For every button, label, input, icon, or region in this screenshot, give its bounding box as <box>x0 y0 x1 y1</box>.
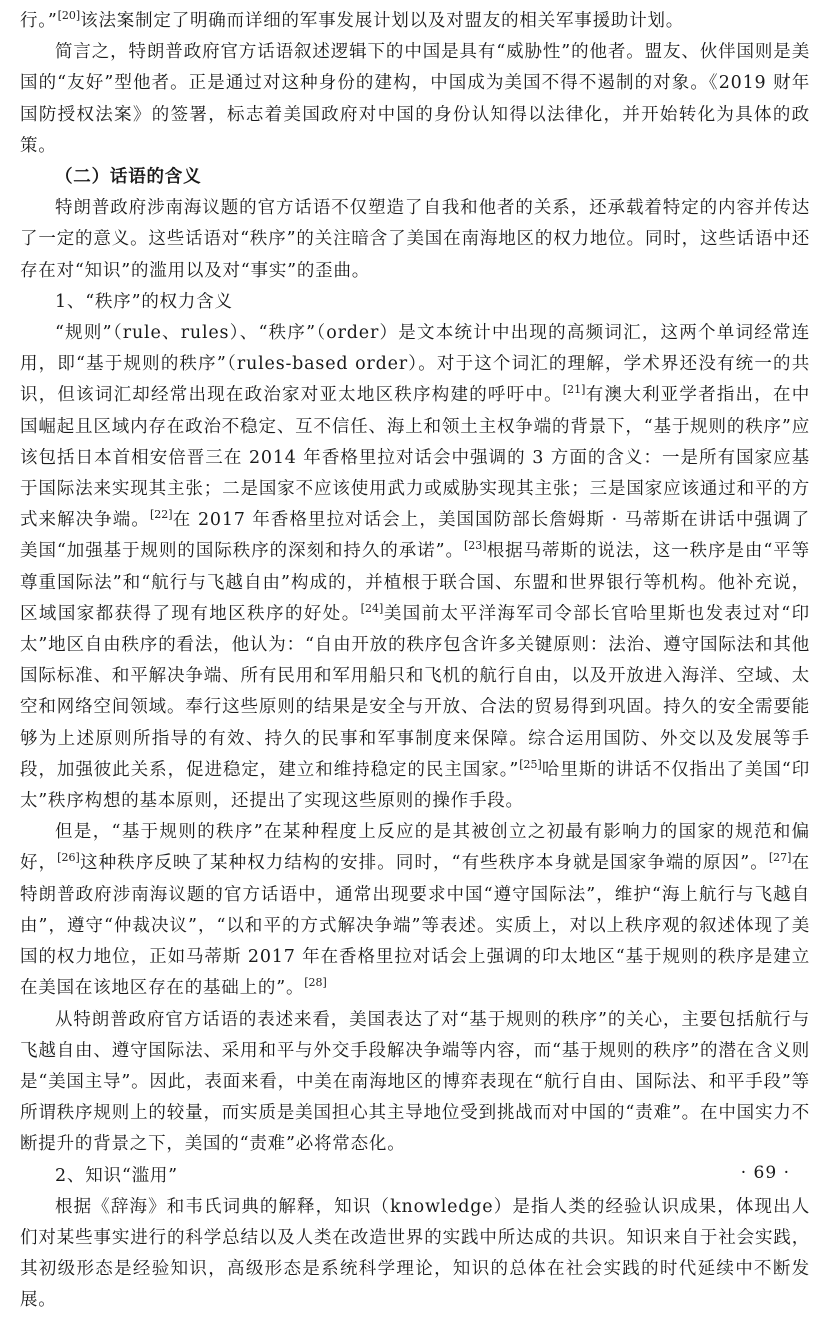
text-run: 根据马蒂斯的说法，这一秩序是由“平等尊重国际法”和“航行与飞越自由”构成的，并植根于联合国、东盟和世界银行等机构。他补充说，区域国家都获得了现有地区秩序的好处。 <box>20 541 810 624</box>
text-run: 但是，“基于规则的秩序”在某种程度上反应的是其被创立之初最有影响力的国家的规范和偏好， <box>20 822 810 874</box>
section-heading <box>20 162 810 193</box>
page-number: · 69 · <box>740 1163 790 1183</box>
text-run: 从特朗普政府官方话语的表述来看，美国表达了对“基于规则的秩序”的关心，主要包括航行与飞越自由、遵守国际法、采用和平与外交手段解决争端等内容，而“基于规则的秩序”的潜在含义则是“美国主导”。因此，表面来看，中美在南海地区的博弈表现在“航行自由、国际法、和平手段”等所谓秩序规则上的较量，而实质是美国担心其主导地位受到挑战而对中国的“责难”。在中国实力不断提升的背景之下，美国的“责难”必将常态化。 <box>20 1009 810 1155</box>
text-run: （二）话语的含义 <box>55 167 202 188</box>
footnote-reference: [25] <box>519 758 542 772</box>
footnote-reference: [27] <box>768 851 792 865</box>
text-run: 简言之，特朗普政府官方话语叙述逻辑下的中国是具有“威胁性”的他者。盟友、伙伴国则是美国的“友好”型他者。正是通过对这种身份的建构，中国成为美国不得不遏制的对象。《2019 财年国防授权法案》的签署，标志着美国政府对中国的身份认知得以法律化，并开始转化为具体的政策。 <box>20 42 810 156</box>
text-run: 在 2017 年香格里拉对话会上，美国国防部长詹姆斯 · 马蒂斯在讲话中强调了美国“加强基于规则的国际秩序的深刻和持久的承诺”。 <box>20 510 810 562</box>
footnote-reference: [22] <box>149 508 173 522</box>
paragraph <box>20 6 810 37</box>
text-run: 行。” <box>20 11 58 31</box>
text-run: 1、“秩序”的权力含义 <box>55 291 233 312</box>
text-run: 在特朗普政府涉南海议题的官方话语中，通常出现要求中国“遵守国际法”，维护“海上航行与飞越自由”，遵守“仲裁决议”，“以和平的方式解决争端”等表述。实质上，对以上秩序观的叙述体现了美国的权力地位，正如马蒂斯 2017 年在香格里拉对话会上强调的印太地区“基于规则的秩序是建立在美国在该地区存在的基础上的”。 <box>20 853 810 999</box>
footnote-reference: [23] <box>463 539 487 553</box>
text-run: 有澳大利亚学者指出，在中国崛起且区域内存在政治不稳定、互不信任、海上和领土主权争端的背景下，“基于规则的秩序”应该包括日本首相安倍晋三在 2014 年香格里拉对话会中强调的 3 方面的含义：一是所有国家应基于国际法来实现其主张；二是国家不应该使用武力或威胁实现其主张；三是国家应该通过和平的方式来解决争端。 <box>20 385 810 531</box>
paragraph <box>20 37 810 162</box>
text-run: 2、知识“滥用” <box>55 1165 178 1186</box>
footnote-reference: [20] <box>57 9 81 23</box>
footnote-reference: [26] <box>57 851 80 865</box>
paragraph <box>20 1005 810 1161</box>
paragraph <box>20 193 810 287</box>
text-run: 这种秩序反映了某种权力结构的安排。同时，“有些秩序本身就是国家争端的原因”。 <box>79 853 769 874</box>
footnote-reference: [28] <box>304 976 327 990</box>
text-run: 哈里斯的讲话不仅指出了美国“印太”秩序构想的基本原则，还提出了实现这些原则的操作手段。 <box>20 759 810 812</box>
subsection-heading <box>20 1161 810 1192</box>
document-body <box>20 6 810 1317</box>
footnote-reference: [24] <box>360 602 384 616</box>
subsection-heading <box>20 287 810 318</box>
text-run: 根据《辞海》和韦氏词典的解释，知识（knowledge）是指人类的经验认识成果，体现出人们对某些事实进行的科学总结以及人类在改造世界的实践中所达成的共识。知识来自于社会实践，其初级形态是经验知识，高级形态是系统科学理论，知识的总体在社会实践的时代延续中不断发展。 <box>20 1196 810 1311</box>
text-run: 特朗普政府涉南海议题的官方话语不仅塑造了自我和他者的关系，还承载着特定的内容并传达了一定的意义。这些话语对“秩序”的关注暗含了美国在南海地区的权力地位。同时，这些话语中还存在对“知识”的滥用以及对“事实”的歪曲。 <box>20 198 810 281</box>
text-run: 该法案制定了明确而详细的军事发展计划以及对盟友的相关军事援助计划。 <box>80 11 685 31</box>
paragraph <box>20 817 810 1004</box>
text-run: 美国前太平洋海军司令部长官哈里斯也发表过对“印太”地区自由秩序的看法，他认为：“自由开放的秩序包含许多关键原则：法治、遵守国际法和其他国际标准、和平解决争端、所有民用和军用船只和飞机的航行自由，以及开放进入海洋、空域、太空和网络空间领域。奉行这些原则的结果是安全与开放、合法的贸易得到巩固。持久的安全需要能够为上述原则所指导的有效、持久的民事和军事制度来保障。综合运用国防、外交以及发展等手段，加强彼此关系，促进稳定，建立和维持稳定的民主国家。” <box>20 603 810 780</box>
footnote-reference: [21] <box>562 383 586 397</box>
text-run: “规则”（rule、rules）、“秩序”（order）是文本统计中出现的高频词汇，这两个单词经常连用，即“基于规则的秩序”（rules-based order）。对于这个词汇的理解，学术界还没有统一的共识，但该词汇却经常出现在政治家对亚太地区秩序构建的呼吁中。 <box>20 323 810 406</box>
paragraph <box>20 318 810 817</box>
paragraph <box>20 1192 810 1317</box>
